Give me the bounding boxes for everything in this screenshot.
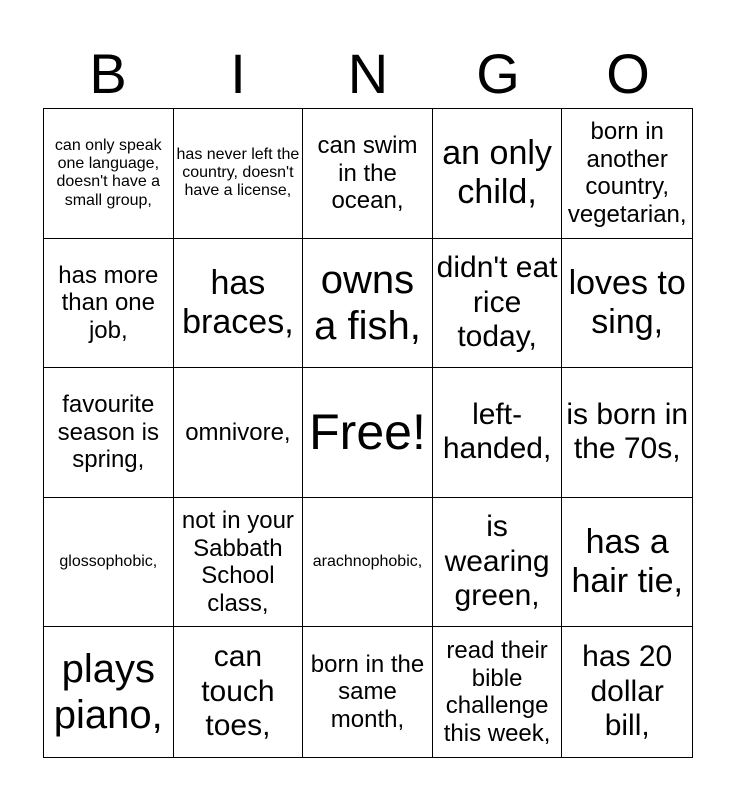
bingo-cell[interactable]: is born in the 70s, xyxy=(562,368,692,498)
bingo-cell[interactable]: has more than one job, xyxy=(44,239,174,369)
header-letter-i: I xyxy=(230,42,246,105)
bingo-cell[interactable]: can touch toes, xyxy=(174,627,304,757)
header-letter-o: O xyxy=(606,42,650,105)
bingo-cell[interactable]: didn't eat rice today, xyxy=(433,239,563,369)
bingo-cell[interactable]: omnivore, xyxy=(174,368,304,498)
bingo-cell[interactable]: has never left the country, doesn't have a license, xyxy=(174,109,304,239)
bingo-cell[interactable]: favourite season is spring, xyxy=(44,368,174,498)
bingo-cell[interactable]: not in your Sabbath School class, xyxy=(174,498,304,628)
bingo-cell[interactable]: born in another country, vegetarian, xyxy=(562,109,692,239)
bingo-cell[interactable]: has 20 dollar bill, xyxy=(582,640,673,743)
bingo-cell[interactable]: left-handed, xyxy=(433,368,563,498)
bingo-cell[interactable]: owns a fish, xyxy=(303,239,433,369)
bingo-cell[interactable]: read their bible challenge this week, xyxy=(433,627,563,757)
bingo-cell[interactable]: arachnophobic, xyxy=(303,498,433,628)
bingo-cell[interactable]: has a hair tie, xyxy=(562,498,692,628)
header-letter-n: N xyxy=(347,42,389,105)
bingo-cell[interactable]: can swim in the ocean, xyxy=(303,109,433,239)
bingo-header xyxy=(43,40,693,108)
bingo-cell[interactable]: plays piano, xyxy=(44,627,174,757)
free-space[interactable]: Free! xyxy=(303,368,433,498)
bingo-grid xyxy=(43,108,693,758)
header-letter-b: B xyxy=(89,42,127,105)
bingo-cell[interactable]: can only speak one language, doesn't have a small group, xyxy=(44,109,174,239)
bingo-cell[interactable]: has braces, xyxy=(174,239,304,369)
header-letter-g: G xyxy=(476,42,520,105)
bingo-cell[interactable]: born in the same month, xyxy=(303,627,433,757)
bingo-cell[interactable]: glossophobic, xyxy=(44,498,174,628)
bingo-cell[interactable]: loves to sing, xyxy=(562,239,692,369)
bingo-cell[interactable]: an only child, xyxy=(433,109,563,239)
bingo-cell[interactable]: is wearing green, xyxy=(433,498,563,628)
